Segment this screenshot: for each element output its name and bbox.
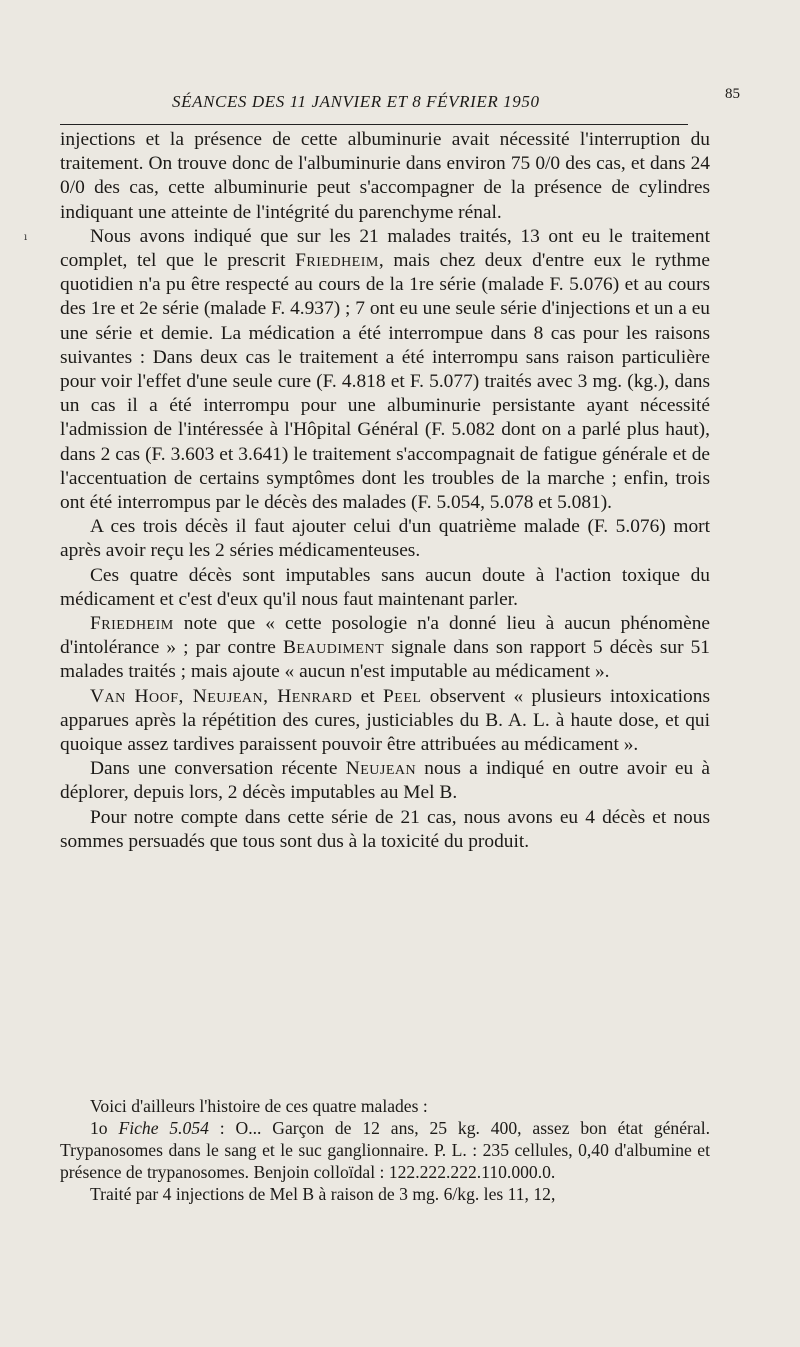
conjunction: et <box>352 685 383 707</box>
case-number: 1o <box>90 1118 119 1138</box>
paragraph-8 <box>60 806 710 854</box>
paragraph-5-text-b: signale dans son rapport 5 décès sur 51 malades traités ; mais ajoute « aucun n'est imputable au médicament ». <box>60 637 710 683</box>
author-name: Friedheim <box>295 250 379 272</box>
paragraph-3-text: A ces trois décès il faut ajouter celui d'un quatrième malade (F. 5.076) mort après avoir reçu les 2 séries médicamenteuses. <box>60 516 710 562</box>
page-number: 85 <box>725 86 740 102</box>
author-name: Beaudiment <box>283 637 385 659</box>
paragraph-5 <box>60 612 710 685</box>
paragraph-7 <box>60 757 710 805</box>
header-rule <box>60 124 688 125</box>
paragraph-2-text-b: , mais chez deux d'entre eux le rythme quotidien n'a pu être respecté au cours de la 1re série (malade F. 5.076) et au cours des 1re et 2e série (malade F. 4.937) ; 7 ont eu une seule série d'injections et un a eu une série et demie. La médication a été interrompue dans 8 cas pour les raisons suivantes : Dans deux cas le traitement a été interrompu sans raison particulière pour voir l'effet d'une seule cure (F. 4.818 et F. 5.077) traités avec 3 mg. (kg.), dans un cas il a été interrompu pour une albuminurie persistante ayant nécessité l'admission de l'intéressée à l'Hôpital Général (F. 5.082 dont on a parlé plus haut), dans 2 cas (F. 3.603 et 3.641) le traitement s'accompagnait de fatigue générale et de l'accentuation de certains symptômes dont les troubles de la marche ; enfin, trois ont été interrompus par le décès des malades (F. 5.054, 5.078 et 5.081). <box>60 250 710 514</box>
case-1-text: : O... Garçon de 12 ans, 25 kg. 400, assez bon état général. Trypanosomes dans le sang et le suc ganglionnaire. P. L. : 235 cellules, 0,40 d'albumine et présence de trypanosomes. Benjoin colloïdal : 122.222.222.110.000.0. <box>60 1118 710 1182</box>
author-name: Peel <box>382 685 422 707</box>
paragraph-7-text-a: Dans une conversation récente <box>90 758 346 780</box>
author-name: Neujean <box>345 758 417 780</box>
paragraph-7-text-b: nous a indiqué en outre avoir eu à déplorer, depuis lors, 2 décès imputables au Mel B. <box>60 758 711 804</box>
paragraph-3 <box>60 515 710 563</box>
author-name: Friedheim <box>90 613 174 635</box>
paragraph-4 <box>60 564 710 612</box>
paragraph-2 <box>60 225 710 515</box>
paragraph-1-text: injections et la présence de cette albuminurie avait nécessité l'interruption du traitement. On trouve donc de l'albuminurie dans environ 75 0/0 des cas, et dans 24 0/0 des cas, cette albuminurie peut s'accompagner de la présence de cylindres indiquant une atteinte de l'intégrité du parenchyme rénal. <box>60 129 710 223</box>
case-1-treatment <box>60 1183 710 1205</box>
paragraph-2-text-a: Nous avons indiqué que sur les 21 malades traités, 13 ont eu le traitement complet, tel que le prescrit <box>60 225 710 272</box>
page-header <box>60 84 740 114</box>
case-fiche: Fiche 5.054 <box>118 1118 209 1138</box>
case-intro-text: Voici d'ailleurs l'histoire de ces quatre malades : <box>90 1096 428 1116</box>
running-title: SÉANCES DES 11 JANVIER ET 8 FÉVRIER 1950 <box>172 92 540 111</box>
paragraph-8-text: Pour notre compte dans cette série de 21 cas, nous avons eu 4 décès et nous sommes persuadés que tous sont dus à la toxicité du produit. <box>60 806 710 852</box>
case-histories <box>60 1095 710 1205</box>
case-1 <box>60 1117 710 1183</box>
paragraph-4-text: Ces quatre décès sont imputables sans aucun doute à l'action toxique du médicament et c'est d'eux qu'il nous faut maintenant parler. <box>60 564 710 610</box>
case-1-treatment-text: Traité par 4 injections de Mel B à raison de 3 mg. 6/kg. les 11, 12, <box>90 1184 556 1204</box>
main-text <box>60 128 710 854</box>
paragraph-6-text: observent « plusieurs intoxications apparues après la répétition des cures, justiciables du B. A. L. à haute dose, et qui quoique assez tardives paraissent pouvoir être attribuées au médicament ». <box>60 685 710 756</box>
author-names: Van Hoof, Neujean, Henrard <box>90 685 353 707</box>
paragraph-5-text-a: note que « cette posologie n'a donné lieu à aucun phénomène d'intolérance » ; par contre <box>60 613 710 659</box>
paragraph-6 <box>60 685 710 758</box>
paragraph-1 <box>60 128 710 225</box>
margin-mark: ı <box>24 232 28 243</box>
case-intro <box>60 1095 710 1117</box>
